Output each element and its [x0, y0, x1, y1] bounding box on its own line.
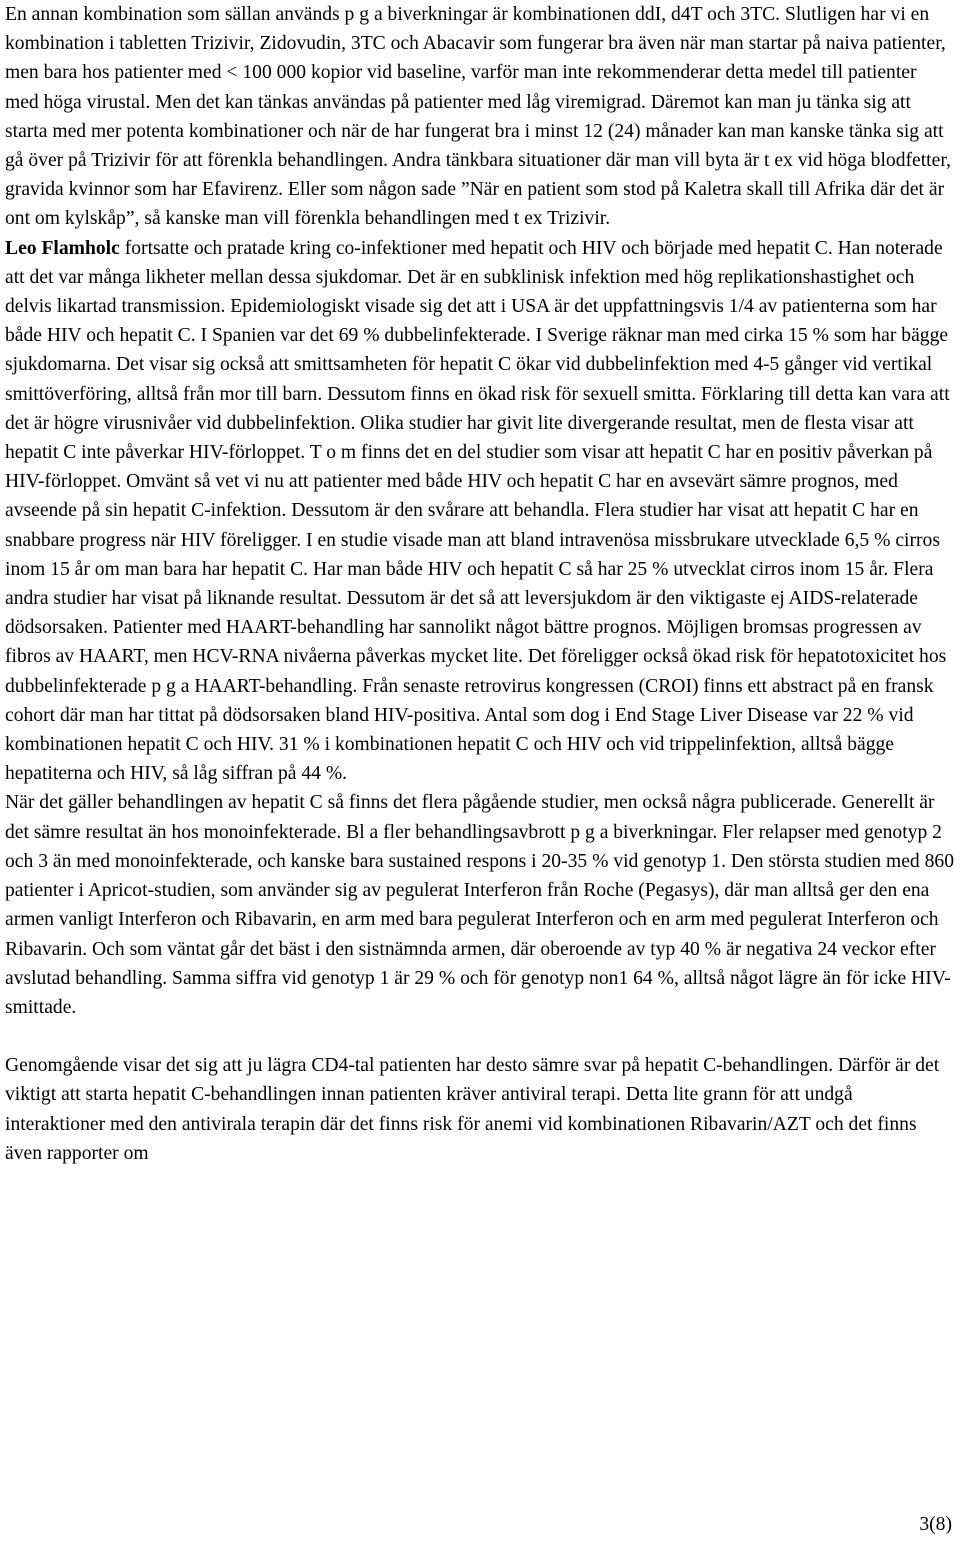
paragraph-combination-therapy: En annan kombination som sällan används p g a biverkningar är kombinationen ddI, d4T och 3TC. Slutligen har vi en kombination i tabletten Trizivir, Zidovudin, 3TC och Abacavir som fungerar bra även när man startar på naiva patienter, men bara hos patienter med < 100 000 kopior vid baseline, varför man inte rekommenderar detta medel till patienter med höga virustal. Men det kan tänkas användas på patienter med låg viremigrad. Däremot kan man ju tänka sig att starta med mer potenta kombinationer och när de har fungerat bra i minst 12 (24) månader kan man kanske tänka sig att gå över på Trizivir för att förenkla behandlingen. Andra tänkbara situationer där man vill byta är t ex vid höga blodfetter, gravida kvinnor som har Efavirenz. Eller som någon sade ”När en patient som stod på Kaletra skall till Afrika där det är ont om kylskåp”, så kanske man vill förenkla behandlingen med t ex Trizivir. [5, 4, 951, 230]
paragraph-hepatitis-c-treatment: När det gäller behandlingen av hepatit C så finns det flera pågående studier, men också några publicerade. Generellt är det sämre resultat än hos monoinfekterade. Bl a fler behandlingsavbrott p g a biverkningar. Fler relapser med genotyp 2 och 3 än med monoinfekterade, och kanske bara sustained respons i 20-35 % vid genotyp 1. Den största studien med 860 patienter i Apricot-studien, som använder sig av pegulerat Interferon från Roche (Pegasys), där man alltså ger den ena armen vanligt Interferon och Ribavarin, en arm med bara pegulerat Interferon och en arm med pegulerat Interferon och Ribavarin. Och som väntat går det bäst i den sistnämnda armen, där oberoende av typ 40 % är negativa 24 veckor efter avslutad behandling. Samma siffra vid genotyp 1 är 29 % och för genotyp non1 64 %, alltså något lägre än för icke HIV-smittade. [5, 792, 954, 1018]
paragraph-gap [5, 1022, 955, 1051]
paragraph-coinfection-text: fortsatte och pratade kring co-infektioner med hepatit och HIV och började med hepatit C. Han noterade att det var många likheter mellan dessa sjukdomar. Det är en subklinisk infektion med hög replikationshastighet och delvis likartad transmission. Epidemiologiskt visade sig det att i USA är det uppfattningsvis 1/4 av patienterna som har både HIV och hepatit C. I Spanien var det 69 % dubbelinfekterade. I Sverige räknar man med cirka 15 % som har bägge sjukdomarna. Det visar sig också att smittsamheten för hepatit C ökar vid dubbelinfektion med 4-5 gånger vid vertikal smittöverföring, alltså från mor till barn. Dessutom finns en ökad risk för sexuell smitta. Förklaring till detta kan vara att det är högre virusnivåer vid dubbelinfektion. Olika studier har givit lite divergerande resultat, men de flesta visar att hepatit C inte påverkar HIV-förloppet. T o m finns det en del studier som visar att hepatit C har en positiv påverkan på HIV-förloppet. Omvänt så vet vi nu att patienter med både HIV och hepatit C har en avsevärt sämre prognos, med avseende på sin hepatit C-infektion. Dessutom är den svårare att behandla. Flera studier har visat att hepatit C har en snabbare progress när HIV föreligger. I en studie visade man att bland intravenösa missbrukare utvecklade 6,5 % cirros inom 15 år om man bara har hepatit C. Har man både HIV och hepatit C så har 25 % utvecklat cirros inom 15 år. Flera andra studier har visat på liknande resultat. Dessutom är det så att leversjukdom är den viktigaste ej AIDS-relaterade dödsorsaken. Patienter med HAART-behandling har sannolikt något bättre prognos. Möjligen bromsas progressen av fibros av HAART, men HCV-RNA nivåerna påverkas mycket lite. Det föreligger också ökad risk för hepatotoxicitet hos dubbelinfekterade p g a HAART-behandling. Från senaste retrovirus kongressen (CROI) finns ett abstract på en fransk cohort där man har tittat på dödsorsaken bland HIV-positiva. Antal som dog i End Stage Liver Disease var 22 % vid kombinationen hepatit C och HIV. 31 % i kombinationen hepatit C och HIV och vid trippelinfektion, alltså bägge hepatiterna och HIV, så låg siffran på 44 %. [5, 237, 950, 785]
paragraph-cd4-count: Genomgående visar det sig att ju lägra CD4-tal patienten har desto sämre svar på hepatit C-behandlingen. Därför är det viktigt att starta hepatit C-behandlingen innan patienten kräver antiviral terapi. Detta lite grann för att undgå interaktioner med den antivirala terapin där det finns risk för anemi vid kombinationen Ribavarin/AZT och det finns även rapporter om [5, 1055, 940, 1164]
document-page [5, 0, 955, 1168]
page-number: 3(8) [919, 1514, 952, 1535]
paragraph-coinfection [5, 234, 955, 789]
speaker-name: Leo Flamholc [5, 237, 120, 259]
